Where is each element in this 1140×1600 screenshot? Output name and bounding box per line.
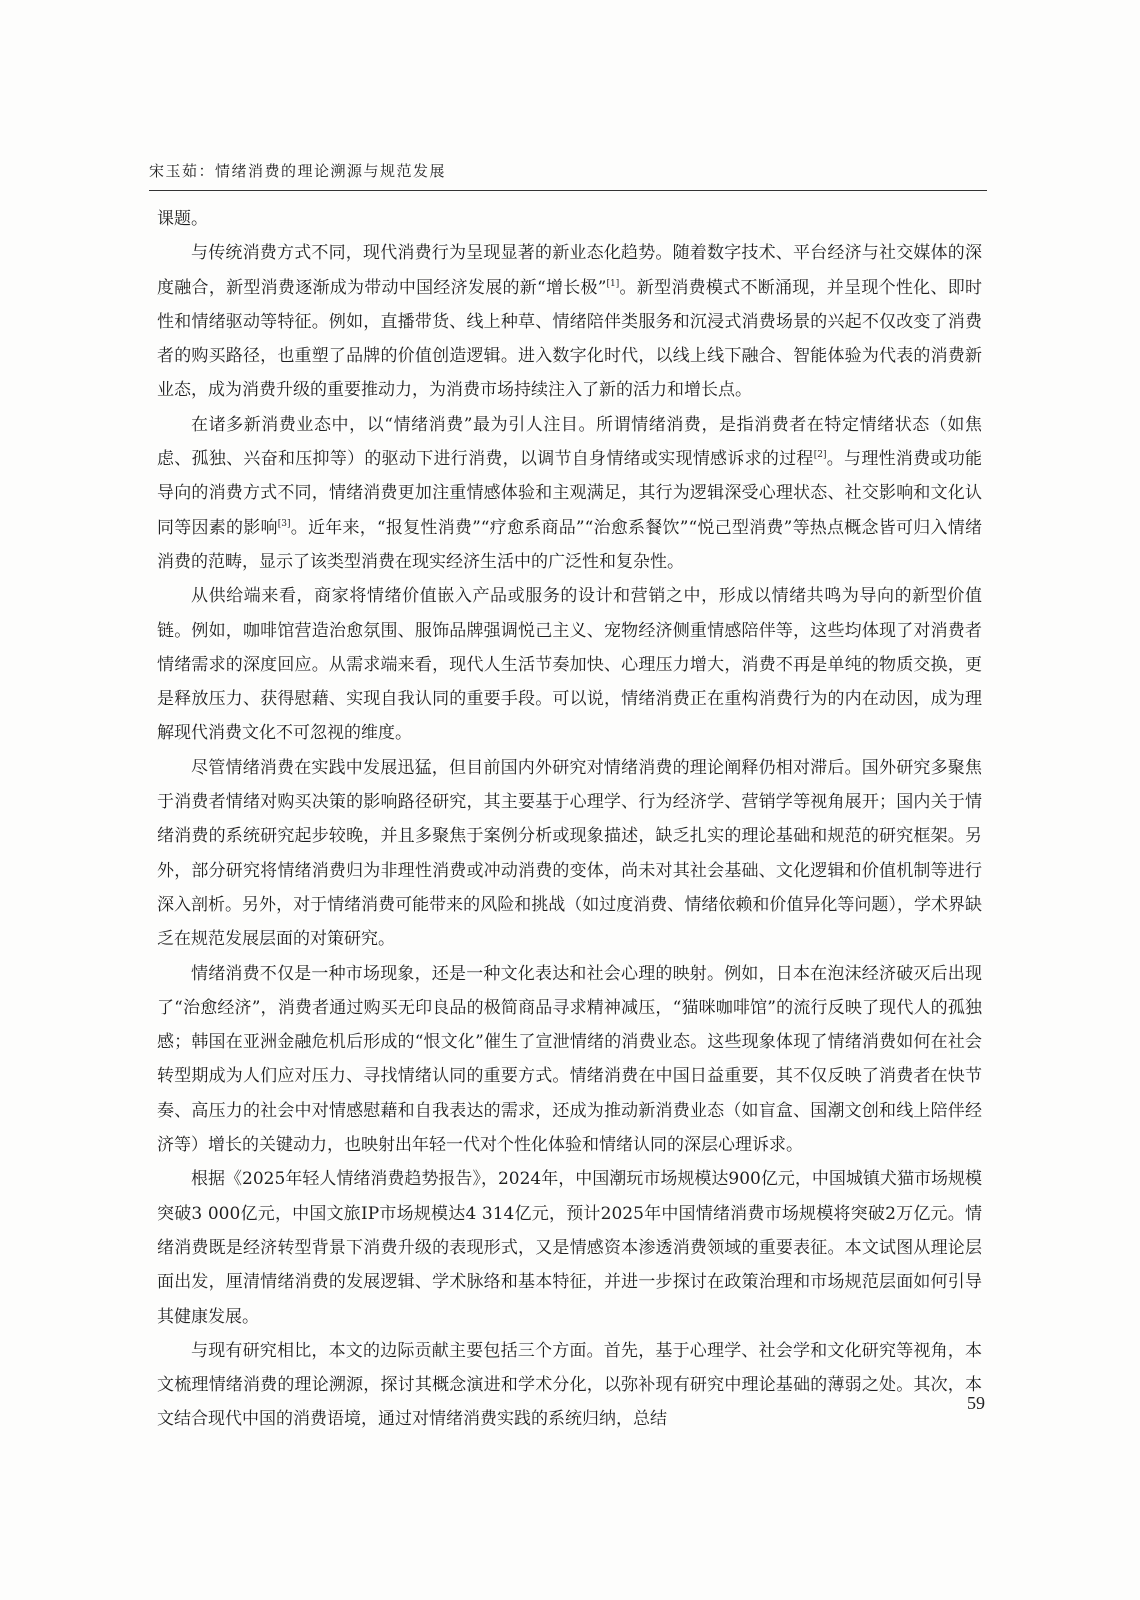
- paragraph: [157, 202, 982, 236]
- paragraph-text: 。新型消费模式不断涌现，并呈现个性化、即时性和情绪驱动等特征。例如，直播带货、线上种草、情绪陪伴类服务和沉浸式消费场景的兴起不仅改变了消费者的购买路径，也重塑了品牌的价值创造逻辑。进入数字化时代，以线上线下融合、智能体验为代表的消费新业态，成为消费升级的重要推动力，为消费市场持续注入了新的活力和增长点。: [157, 277, 982, 401]
- paragraph-text: 。近年来，“报复性消费”“疗愈系商品”“治愈系餐饮”“悦己型消费”等热点概念皆可归入情绪消费的范畴，显示了该类型消费在现实经济生活中的广泛性和复杂性。: [157, 517, 983, 572]
- paragraph-text: 课题。: [157, 209, 208, 229]
- page-number: 59: [967, 1393, 985, 1413]
- paragraph-text: 根据《2025年轻人情绪消费趋势报告》，2024年，中国潮玩市场规模达900亿元，中国城镇犬猫市场规模突破3 000亿元，中国文旅IP市场规模达4 314亿元，预计2025年中国情绪消费市场规模将突破2万亿元。情绪消费既是经济转型背景下消费升级的表现形式，又是情感资本渗透消费领域的重要表征。本文试图从理论层面出发，厘清情绪消费的发展逻辑、学术脉络和基本特征，并进一步探讨在政策治理和市场规范层面如何引导其健康发展。: [157, 1169, 982, 1327]
- paragraph: [157, 1162, 982, 1333]
- citation-ref: [3]: [277, 518, 291, 529]
- paragraph-text: 与传统消费方式不同，现代消费行为呈现显著的新业态化趋势。随着数字技术、平台经济与社交媒体的深度融合，新型消费逐渐成为带动中国经济发展的新“增长极”: [157, 243, 982, 298]
- running-title: 宋玉茹：情绪消费的理论溯源与规范发展: [149, 162, 447, 180]
- paragraph: [157, 408, 982, 579]
- citation-ref: [1]: [606, 278, 620, 289]
- paragraph: [157, 957, 982, 1163]
- paragraph-text: 从供给端来看，商家将情绪价值嵌入产品或服务的设计和营销之中，形成以情绪共鸣为导向的新型价值链。例如，咖啡馆营造治愈氛围、服饰品牌强调悦己主义、宠物经济侧重情感陪伴等，这些均体现了对消费者情绪需求的深度回应。从需求端来看，现代人生活节奏加快、心理压力增大，消费不再是单纯的物质交换，更是释放压力、获得慰藉、实现自我认同的重要手段。可以说，情绪消费正在重构消费行为的内在动因，成为理解现代消费文化不可忽视的维度。: [157, 586, 982, 744]
- citation-ref: [2]: [813, 450, 827, 461]
- paragraph: [157, 1334, 982, 1437]
- header-rule: [149, 190, 987, 191]
- paragraph-text: 尽管情绪消费在实践中发展迅猛，但目前国内外研究对情绪消费的理论阐释仍相对滞后。国外研究多聚焦于消费者情绪对购买决策的影响路径研究，其主要基于心理学、行为经济学、营销学等视角展开；国内关于情绪消费的系统研究起步较晚，并且多聚焦于案例分析或现象描述，缺乏扎实的理论基础和规范的研究框架。另外，部分研究将情绪消费归为非理性消费或冲动消费的变体，尚未对其社会基础、文化逻辑和价值机制等进行深入剖析。另外，对于情绪消费可能带来的风险和挑战（如过度消费、情绪依赖和价值异化等问题），学术界缺乏在规范发展层面的对策研究。: [157, 757, 982, 950]
- paragraph-text: 与现有研究相比，本文的边际贡献主要包括三个方面。首先，基于心理学、社会学和文化研究等视角，本文梳理情绪消费的理论溯源，探讨其概念演进和学术分化，以弥补现有研究中理论基础的薄弱之处。其次，本文结合现代中国的消费语境，通过对情绪消费实践的系统归纳，总结: [157, 1340, 982, 1430]
- paragraph-text: 在诸多新消费业态中，以“情绪消费”最为引人注目。所谓情绪消费，是指消费者在特定情绪状态（如焦虑、孤独、兴奋和压抑等）的驱动下进行消费，以调节自身情绪或实现情感诉求的过程: [157, 414, 982, 470]
- paragraph: [157, 751, 982, 957]
- paragraph: [157, 579, 982, 750]
- paragraph-text: 情绪消费不仅是一种市场现象，还是一种文化表达和社会心理的映射。例如，日本在泡沫经济破灭后出现了“治愈经济”，消费者通过购买无印良品的极简商品寻求精神减压，“猫咪咖啡馆”的流行反映了现代人的孤独感；韩国在亚洲金融危机后形成的“恨文化”催生了宣泄情绪的消费业态。这些现象体现了情绪消费如何在社会转型期成为人们应对压力、寻找情绪认同的重要方式。情绪消费在中国日益重要，其不仅反映了消费者在快节奏、高压力的社会中对情感慰藉和自我表达的需求，还成为推动新消费业态（如盲盒、国潮文创和线上陪伴经济等）增长的关键动力，也映射出年轻一代对个性化体验和情绪认同的深层心理诉求。: [157, 963, 982, 1156]
- article-body: [157, 202, 982, 1437]
- paragraph-text: 。与理性消费或功能导向的消费方式不同，情绪消费更加注重情感体验和主观满足，其行为逻辑深受心理状态、社交影响和文化认同等因素的影响: [157, 449, 983, 538]
- paragraph: [157, 236, 982, 407]
